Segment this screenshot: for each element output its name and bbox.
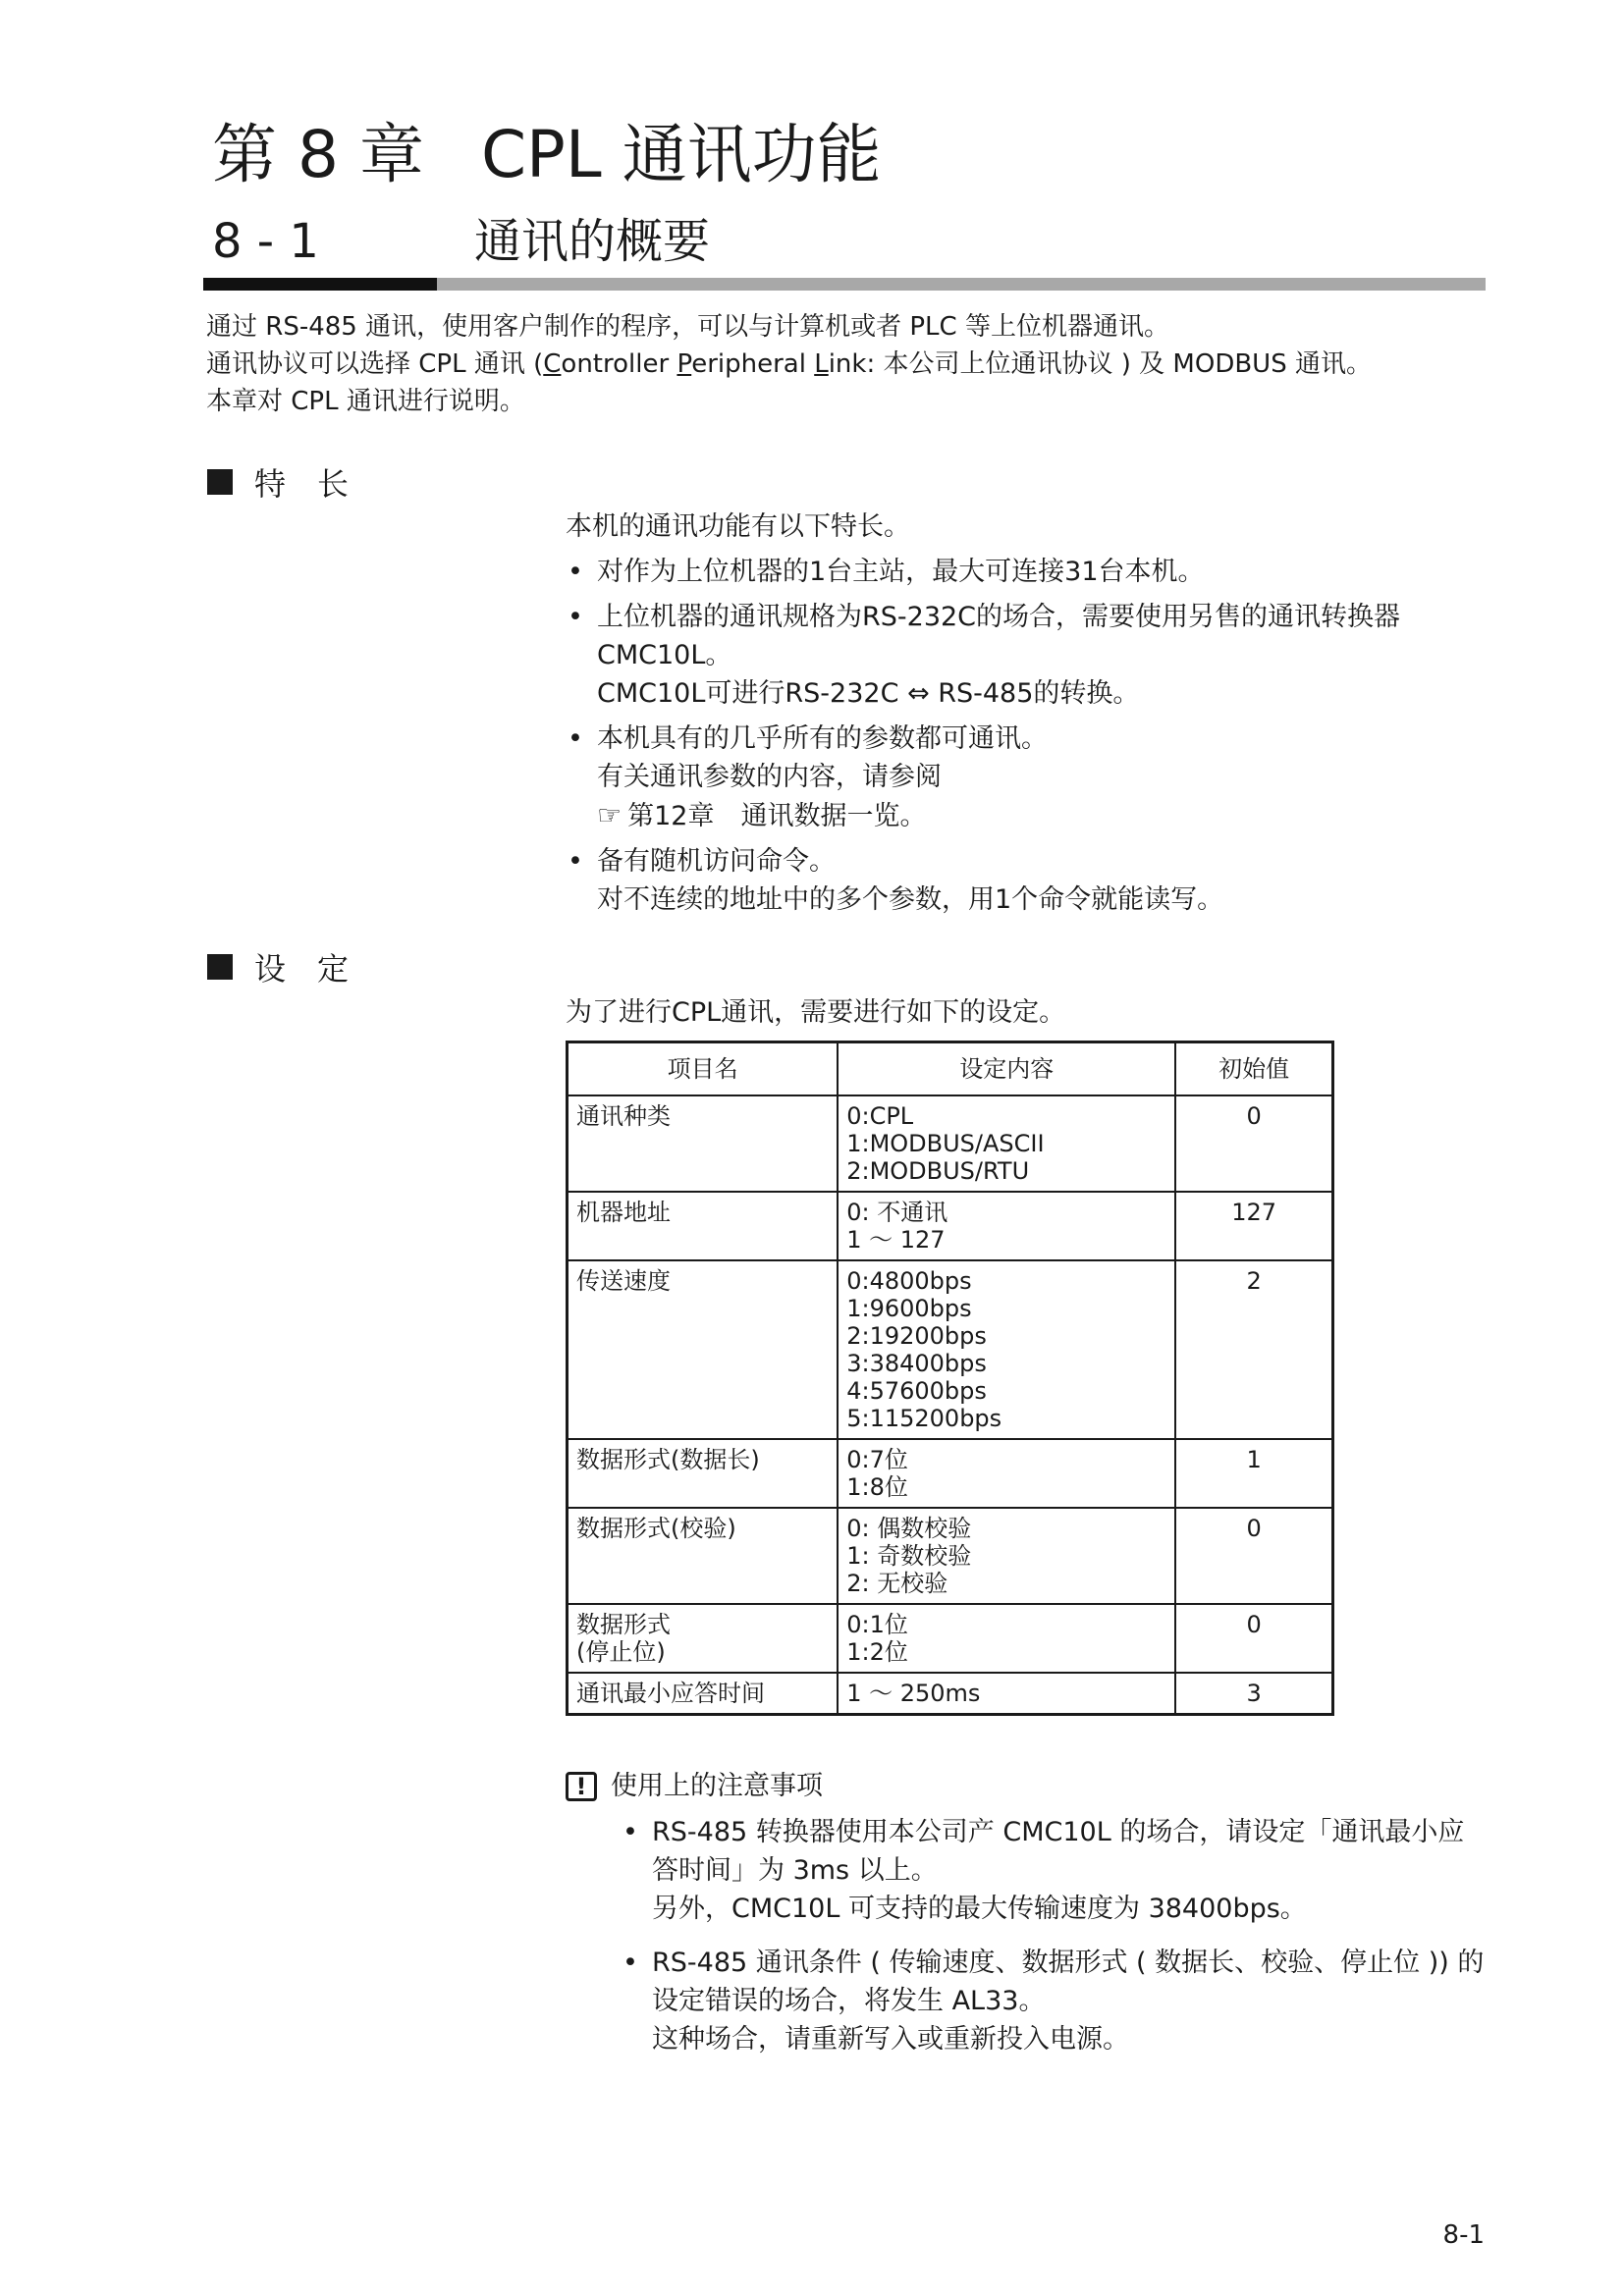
intro-acronym-c: C xyxy=(543,349,562,379)
caution-box xyxy=(566,1767,1484,2074)
item-name: 通讯种类 xyxy=(568,1095,839,1192)
caution-text: 另外，CMC10L 可支持的最大传输速度为 38400bps。 xyxy=(652,1894,1307,1924)
item-name: 数据形式(校验) xyxy=(568,1508,839,1604)
setting-value: 1 ～ 250ms xyxy=(846,1680,981,1707)
setting-value: 1:MODBUS/ASCII xyxy=(846,1130,1045,1157)
setting-value: 0:1位 xyxy=(846,1611,908,1638)
item-name: 通讯最小应答时间 xyxy=(568,1673,839,1715)
item-name: 传送速度 xyxy=(568,1260,839,1439)
initial-value: 127 xyxy=(1175,1192,1332,1260)
initial-value: 3 xyxy=(1175,1673,1332,1715)
initial-value: 0 xyxy=(1175,1095,1332,1192)
intro-line-3: 本章对 CPL 通讯进行说明。 xyxy=(206,387,525,416)
initial-value: 1 xyxy=(1175,1439,1332,1508)
chapter-label: 第 8 章 xyxy=(212,117,424,192)
pointing-hand-icon: ☞ xyxy=(597,799,623,831)
setting-values xyxy=(838,1439,1175,1508)
feature-text: 对不连续的地址中的多个参数，用1个命令就能读写。 xyxy=(597,884,1224,915)
reference-line xyxy=(597,796,1400,835)
feature-text: CMC10L可进行RS-232C ⇔ RS-485的转换。 xyxy=(597,678,1140,709)
table-row xyxy=(568,1604,1333,1673)
caution-title: 使用上的注意事项 xyxy=(611,1771,823,1801)
feature-text: CMC10L。 xyxy=(597,640,732,670)
features-heading xyxy=(207,459,349,505)
column-header: 设定内容 xyxy=(838,1042,1175,1096)
table-row xyxy=(568,1508,1333,1604)
setting-value: 2:19200bps xyxy=(846,1322,987,1350)
caution-item xyxy=(621,1944,1484,2058)
table-row xyxy=(568,1095,1333,1192)
intro-line-2 xyxy=(206,346,1372,383)
caution-text: 设定错误的场合，将发生 AL33。 xyxy=(652,1986,1046,2016)
initial-value: 2 xyxy=(1175,1260,1332,1439)
section-rule-light xyxy=(437,278,1486,291)
feature-item xyxy=(566,553,1400,591)
item-name xyxy=(568,1604,839,1673)
table-row xyxy=(568,1260,1333,1439)
setting-value: 0: 不通讯 xyxy=(846,1199,948,1226)
setting-value: 0: 偶数校验 xyxy=(846,1515,972,1542)
settings-heading-text: 设 定 xyxy=(254,950,350,988)
chapter-title: CPL 通讯功能 xyxy=(480,117,882,192)
setting-value: 1:9600bps xyxy=(846,1295,972,1322)
setting-value: 0:CPL xyxy=(846,1102,914,1130)
item-name-line: 数据形式 xyxy=(576,1611,671,1638)
item-name-line: (停止位) xyxy=(576,1638,666,1666)
table-header-row xyxy=(568,1042,1333,1096)
table-row xyxy=(568,1439,1333,1508)
intro-acronym-p: P xyxy=(677,349,692,379)
feature-item xyxy=(566,598,1400,713)
setting-value: 4:57600bps xyxy=(846,1377,987,1405)
column-header: 初始值 xyxy=(1175,1042,1332,1096)
feature-item xyxy=(566,842,1400,919)
settings-heading xyxy=(207,944,349,989)
intro-word-controller: ontroller xyxy=(561,349,677,379)
caution-list xyxy=(621,1813,1484,2058)
setting-values xyxy=(838,1260,1175,1439)
setting-value: 2: 无校验 xyxy=(846,1570,948,1597)
caution-text: • RS-485 通讯条件 ( 传输速度、数据形式 ( 数据长、校验、停止位 )) 的 xyxy=(652,1948,1485,1978)
setting-value: 1: 奇数校验 xyxy=(846,1542,972,1570)
setting-value: 2:MODBUS/RTU xyxy=(846,1157,1030,1185)
caution-text: 答时间」为 3ms 以上。 xyxy=(652,1855,938,1886)
setting-values xyxy=(838,1095,1175,1192)
square-bullet-icon xyxy=(207,469,233,495)
features-lead: 本机的通讯功能有以下特长。 xyxy=(566,511,910,542)
settings-lead: 为了进行CPL通讯，需要进行如下的设定。 xyxy=(566,997,1066,1028)
initial-value: 0 xyxy=(1175,1508,1332,1604)
settings-table xyxy=(566,1041,1334,1716)
intro-word-peripheral: eripheral xyxy=(691,349,815,379)
setting-value: 1 ～ 127 xyxy=(846,1226,946,1254)
feature-text: • 对作为上位机器的1台主站，最大可连接31台本机。 xyxy=(597,557,1205,587)
feature-text: • 本机具有的几乎所有的参数都可通讯。 xyxy=(597,723,1048,754)
feature-item xyxy=(566,720,1400,835)
section-title: 通讯的概要 xyxy=(474,214,711,269)
initial-value: 0 xyxy=(1175,1604,1332,1673)
features-heading-text: 特 长 xyxy=(254,465,350,503)
setting-values xyxy=(838,1604,1175,1673)
setting-value: 3:38400bps xyxy=(846,1350,987,1377)
setting-value: 1:2位 xyxy=(846,1638,908,1666)
setting-value: 5:115200bps xyxy=(846,1405,1002,1432)
setting-value: 0:4800bps xyxy=(846,1267,972,1295)
caution-item xyxy=(621,1813,1484,1928)
feature-text: • 备有随机访问命令。 xyxy=(597,846,836,877)
square-bullet-icon xyxy=(207,954,233,980)
chapter-heading xyxy=(212,116,882,193)
feature-text: 有关通讯参数的内容，请参阅 xyxy=(597,762,942,792)
item-name: 机器地址 xyxy=(568,1192,839,1260)
setting-value: 0:7位 xyxy=(846,1446,908,1473)
feature-text: • 上位机器的通讯规格为RS-232C的场合，需要使用另售的通讯转换器 xyxy=(597,602,1401,632)
setting-values xyxy=(838,1192,1175,1260)
setting-values xyxy=(838,1673,1175,1715)
intro-line-2-end: ink: 本公司上位通讯协议 ) 及 MODBUS 通讯。 xyxy=(828,349,1372,379)
table-row xyxy=(568,1673,1333,1715)
section-rule-dark xyxy=(203,278,437,291)
intro-line-1: 通过 RS-485 通讯，使用客户制作的程序，可以与计算机或者 PLC 等上位机器通讯。 xyxy=(206,312,1169,342)
reference-text: 第12章 通讯数据一览。 xyxy=(627,801,927,831)
setting-value: 1:8位 xyxy=(846,1473,908,1501)
caution-icon: ! xyxy=(566,1772,597,1801)
table-row xyxy=(568,1192,1333,1260)
page-number: 8-1 xyxy=(1442,2220,1485,2250)
section-number: 8 - 1 xyxy=(212,214,319,269)
setting-values xyxy=(838,1508,1175,1604)
column-header: 项目名 xyxy=(568,1042,839,1096)
intro-paragraph xyxy=(206,308,1372,420)
caution-text: • RS-485 转换器使用本公司产 CMC10L 的场合，请设定「通讯最小应 xyxy=(652,1817,1465,1847)
features-body xyxy=(566,507,1400,919)
intro-acronym-l: L xyxy=(814,349,829,379)
intro-line-2-start: 通讯协议可以选择 CPL 通讯 ( xyxy=(206,349,544,379)
caution-text: 这种场合，请重新写入或重新投入电源。 xyxy=(652,2024,1129,2055)
features-list xyxy=(566,553,1400,919)
item-name: 数据形式(数据长) xyxy=(568,1439,839,1508)
caution-heading xyxy=(566,1767,1484,1805)
